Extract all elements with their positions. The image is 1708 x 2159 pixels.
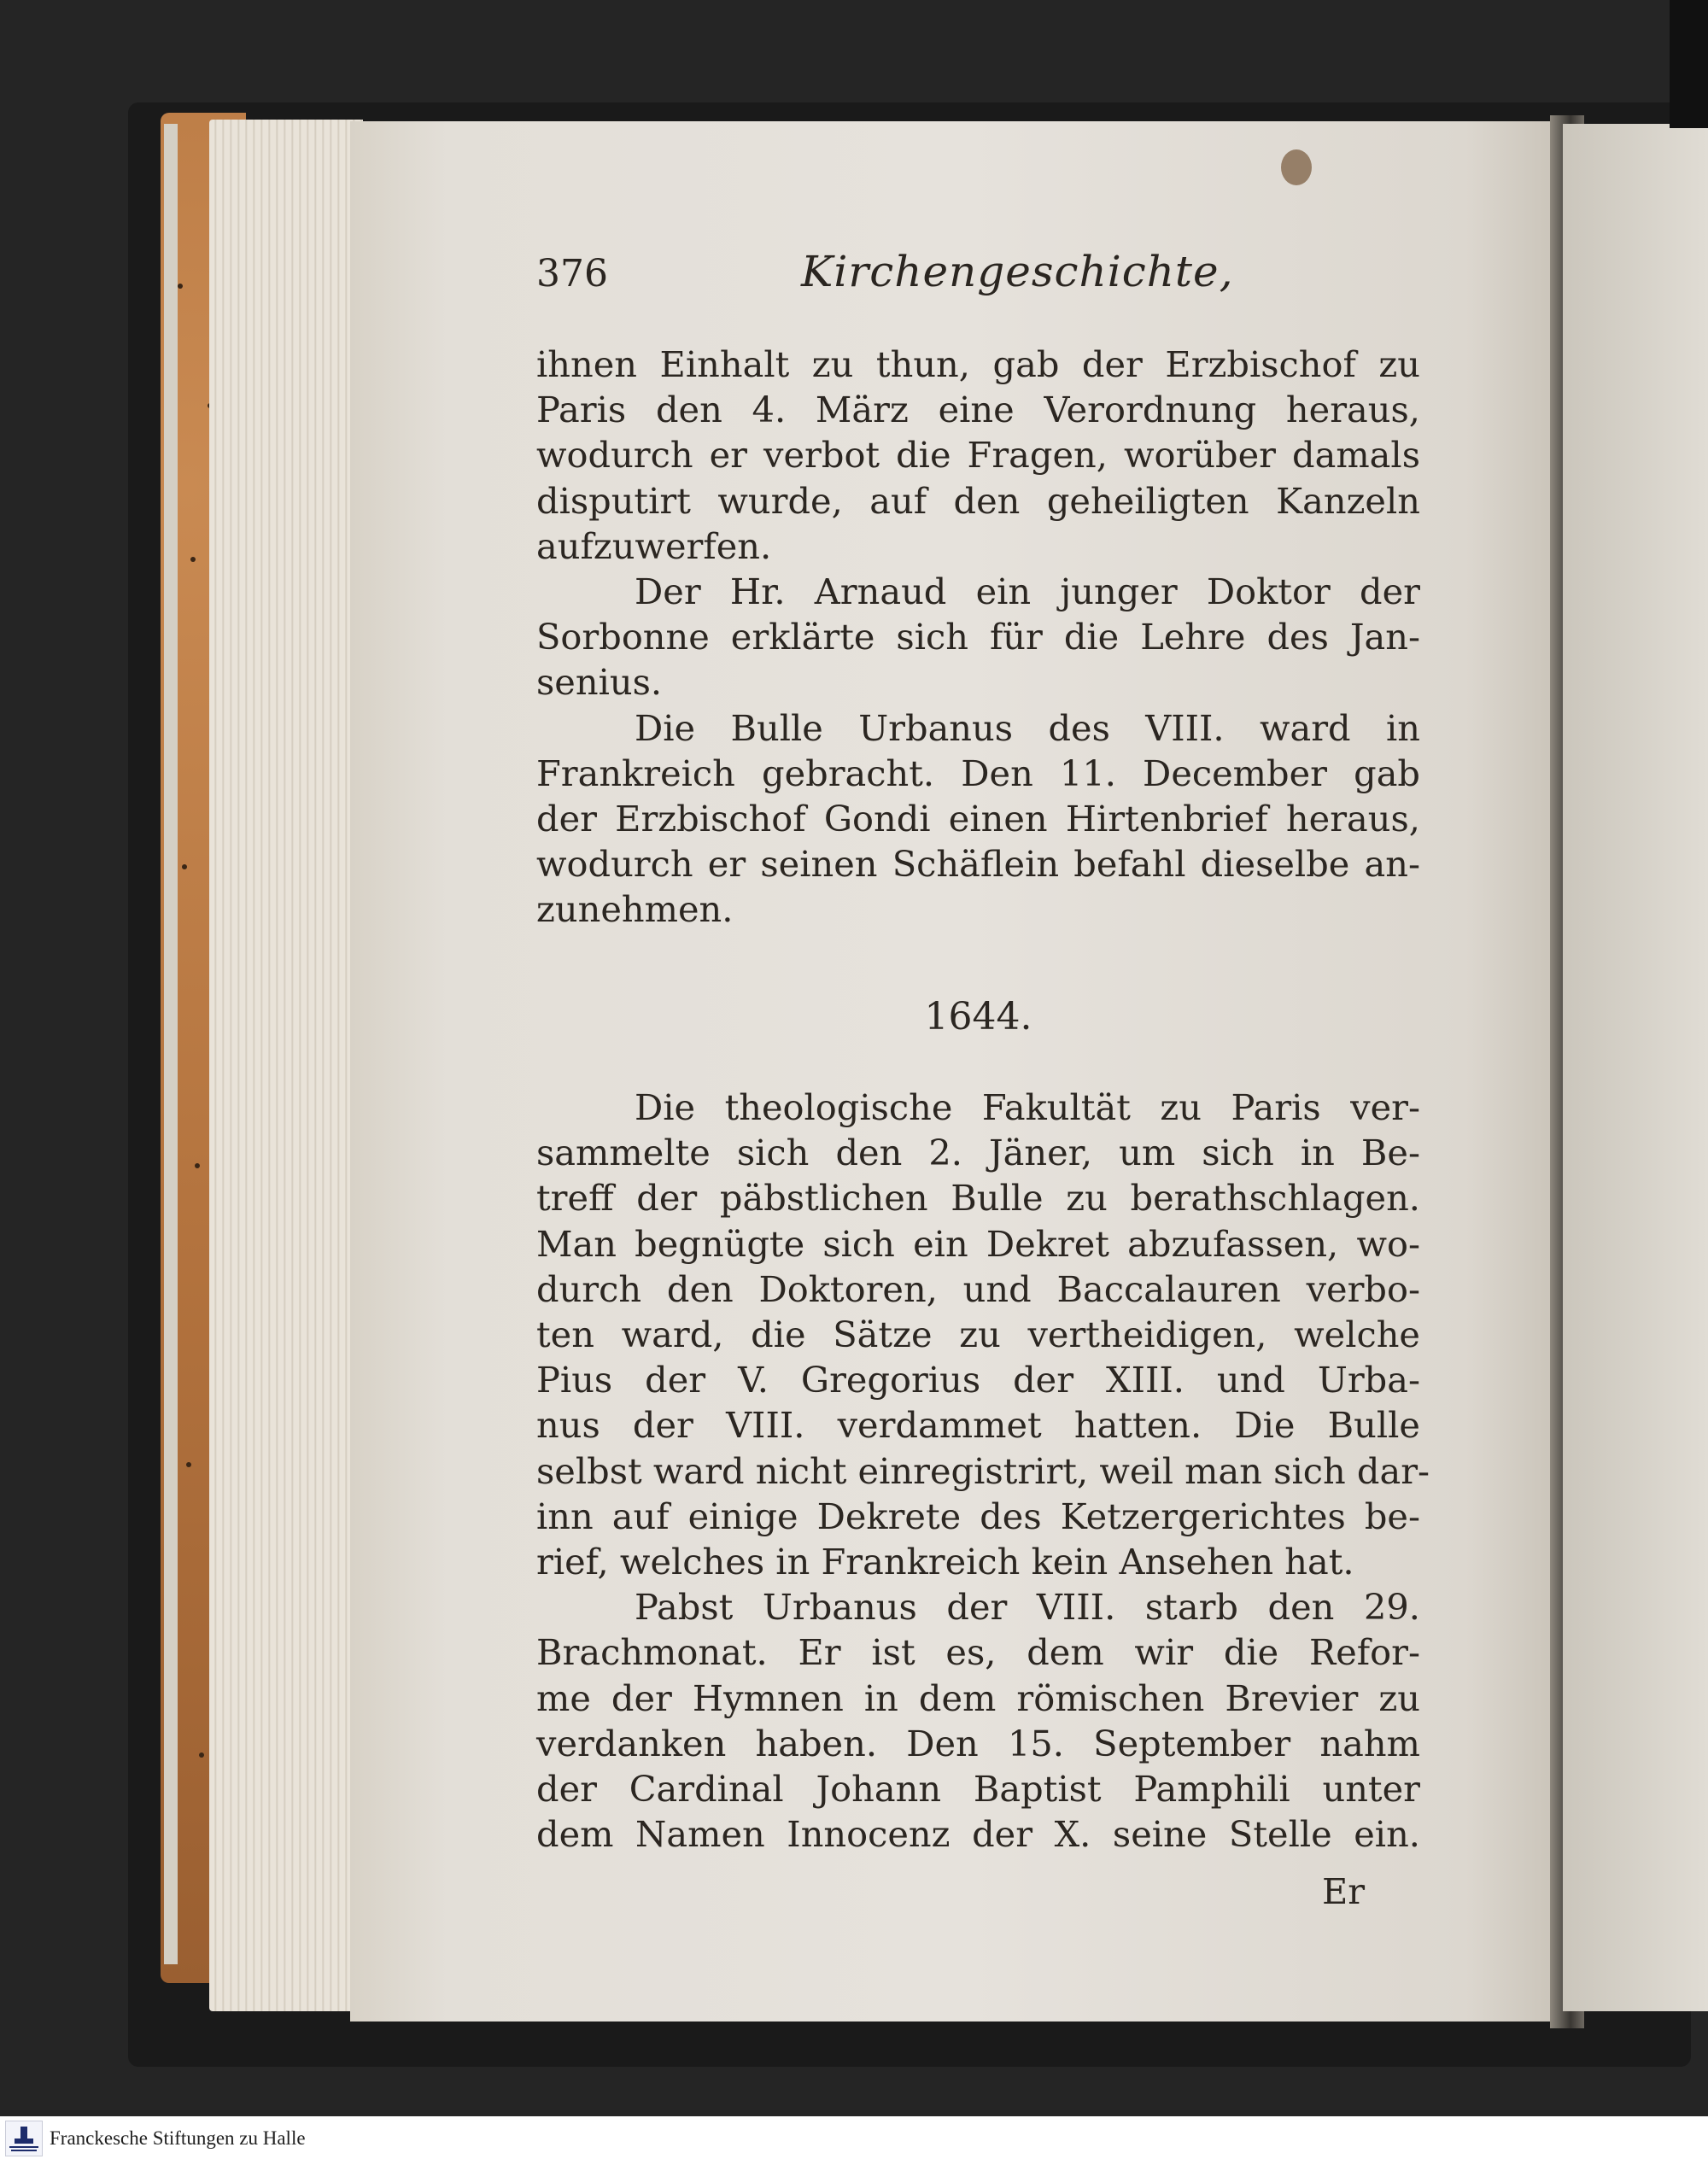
text-line: Paris den 4. März eine Verordnung heraus, bbox=[536, 389, 1420, 431]
text-line: treff der päbstlichen Bulle zu berathschlagen. bbox=[536, 1177, 1420, 1220]
text-line: aufzuwerfen. bbox=[536, 524, 772, 567]
text-line: Der Hr. Arnaud ein junger Doktor der bbox=[635, 570, 1420, 613]
running-head: Kirchengeschichte, bbox=[801, 247, 1234, 296]
text-line: wodurch er verbot die Fragen, worüber damals bbox=[536, 434, 1420, 477]
cover-edge bbox=[164, 124, 178, 1964]
paper-stain bbox=[1281, 149, 1312, 185]
text-line: selbst ward nicht einregistrirt, weil man sich dar- bbox=[536, 1449, 1430, 1492]
text-line: Die Bulle Urbanus des VIII. ward in bbox=[635, 706, 1420, 749]
text-line: durch den Doktoren, und Baccalauren verbo- bbox=[536, 1267, 1420, 1310]
dark-corner bbox=[1670, 0, 1708, 128]
year-heading: 1644. bbox=[924, 995, 1032, 1039]
text-line: dem Namen Innocenz der X. seine Stelle ein. bbox=[536, 1813, 1420, 1856]
text-line: inn auf einige Dekrete des Ketzergerichtes be- bbox=[536, 1495, 1420, 1537]
text-line: senius. bbox=[536, 661, 663, 704]
text-line: wodurch er seinen Schäflein befahl dieselbe an- bbox=[536, 843, 1420, 886]
text-line: der Erzbischof Gondi einen Hirtenbrief heraus, bbox=[536, 798, 1420, 840]
text-line: nus der VIII. verdammet hatten. Die Bulle bbox=[536, 1404, 1420, 1447]
text-line: zunehmen. bbox=[536, 888, 734, 931]
text-block-top bbox=[536, 342, 1420, 933]
facing-page bbox=[1563, 124, 1708, 2011]
page-header bbox=[536, 247, 1416, 303]
text-line: ten ward, die Sätze zu vertheidigen, welche bbox=[536, 1314, 1420, 1356]
text-line: Pabst Urbanus der VIII. starb den 29. bbox=[635, 1586, 1420, 1629]
text-line: Pius der V. Gregorius der XIII. und Urba- bbox=[536, 1359, 1420, 1401]
text-block-bottom bbox=[536, 1085, 1430, 1857]
text-line: Sorbonne erklärte sich für die Lehre des Jan- bbox=[536, 616, 1420, 658]
page-number: 376 bbox=[536, 252, 608, 295]
text-line: Man begnügte sich ein Dekret abzufassen, wo- bbox=[536, 1222, 1420, 1265]
text-line: me der Hymnen in dem römischen Brevier zu bbox=[536, 1676, 1420, 1719]
text-line: Brachmonat. Er ist es, dem wir die Refor- bbox=[536, 1631, 1420, 1674]
institution-logo-icon bbox=[5, 2121, 43, 2156]
catchword: Er bbox=[1322, 1870, 1366, 1912]
text-line: Die theologische Fakultät zu Paris ver- bbox=[635, 1086, 1420, 1128]
text-line: der Cardinal Johann Baptist Pamphili unter bbox=[536, 1768, 1420, 1811]
text-line: disputirt wurde, auf den geheiligten Kanzeln bbox=[536, 479, 1420, 522]
text-line: verdanken haben. Den 15. September nahm bbox=[536, 1722, 1420, 1764]
institution-name: Franckesche Stiftungen zu Halle bbox=[50, 2127, 306, 2149]
text-line: sammelte sich den 2. Jäner, um sich in Be- bbox=[536, 1132, 1420, 1174]
page-edges bbox=[209, 120, 363, 2011]
footer-bar bbox=[0, 2116, 1708, 2159]
text-line: Frankreich gebracht. Den 11. December gab bbox=[536, 752, 1420, 794]
text-line: rief, welches in Frankreich kein Ansehen hat. bbox=[536, 1541, 1354, 1583]
text-line: ihnen Einhalt zu thun, gab der Erzbischof zu bbox=[536, 343, 1420, 385]
